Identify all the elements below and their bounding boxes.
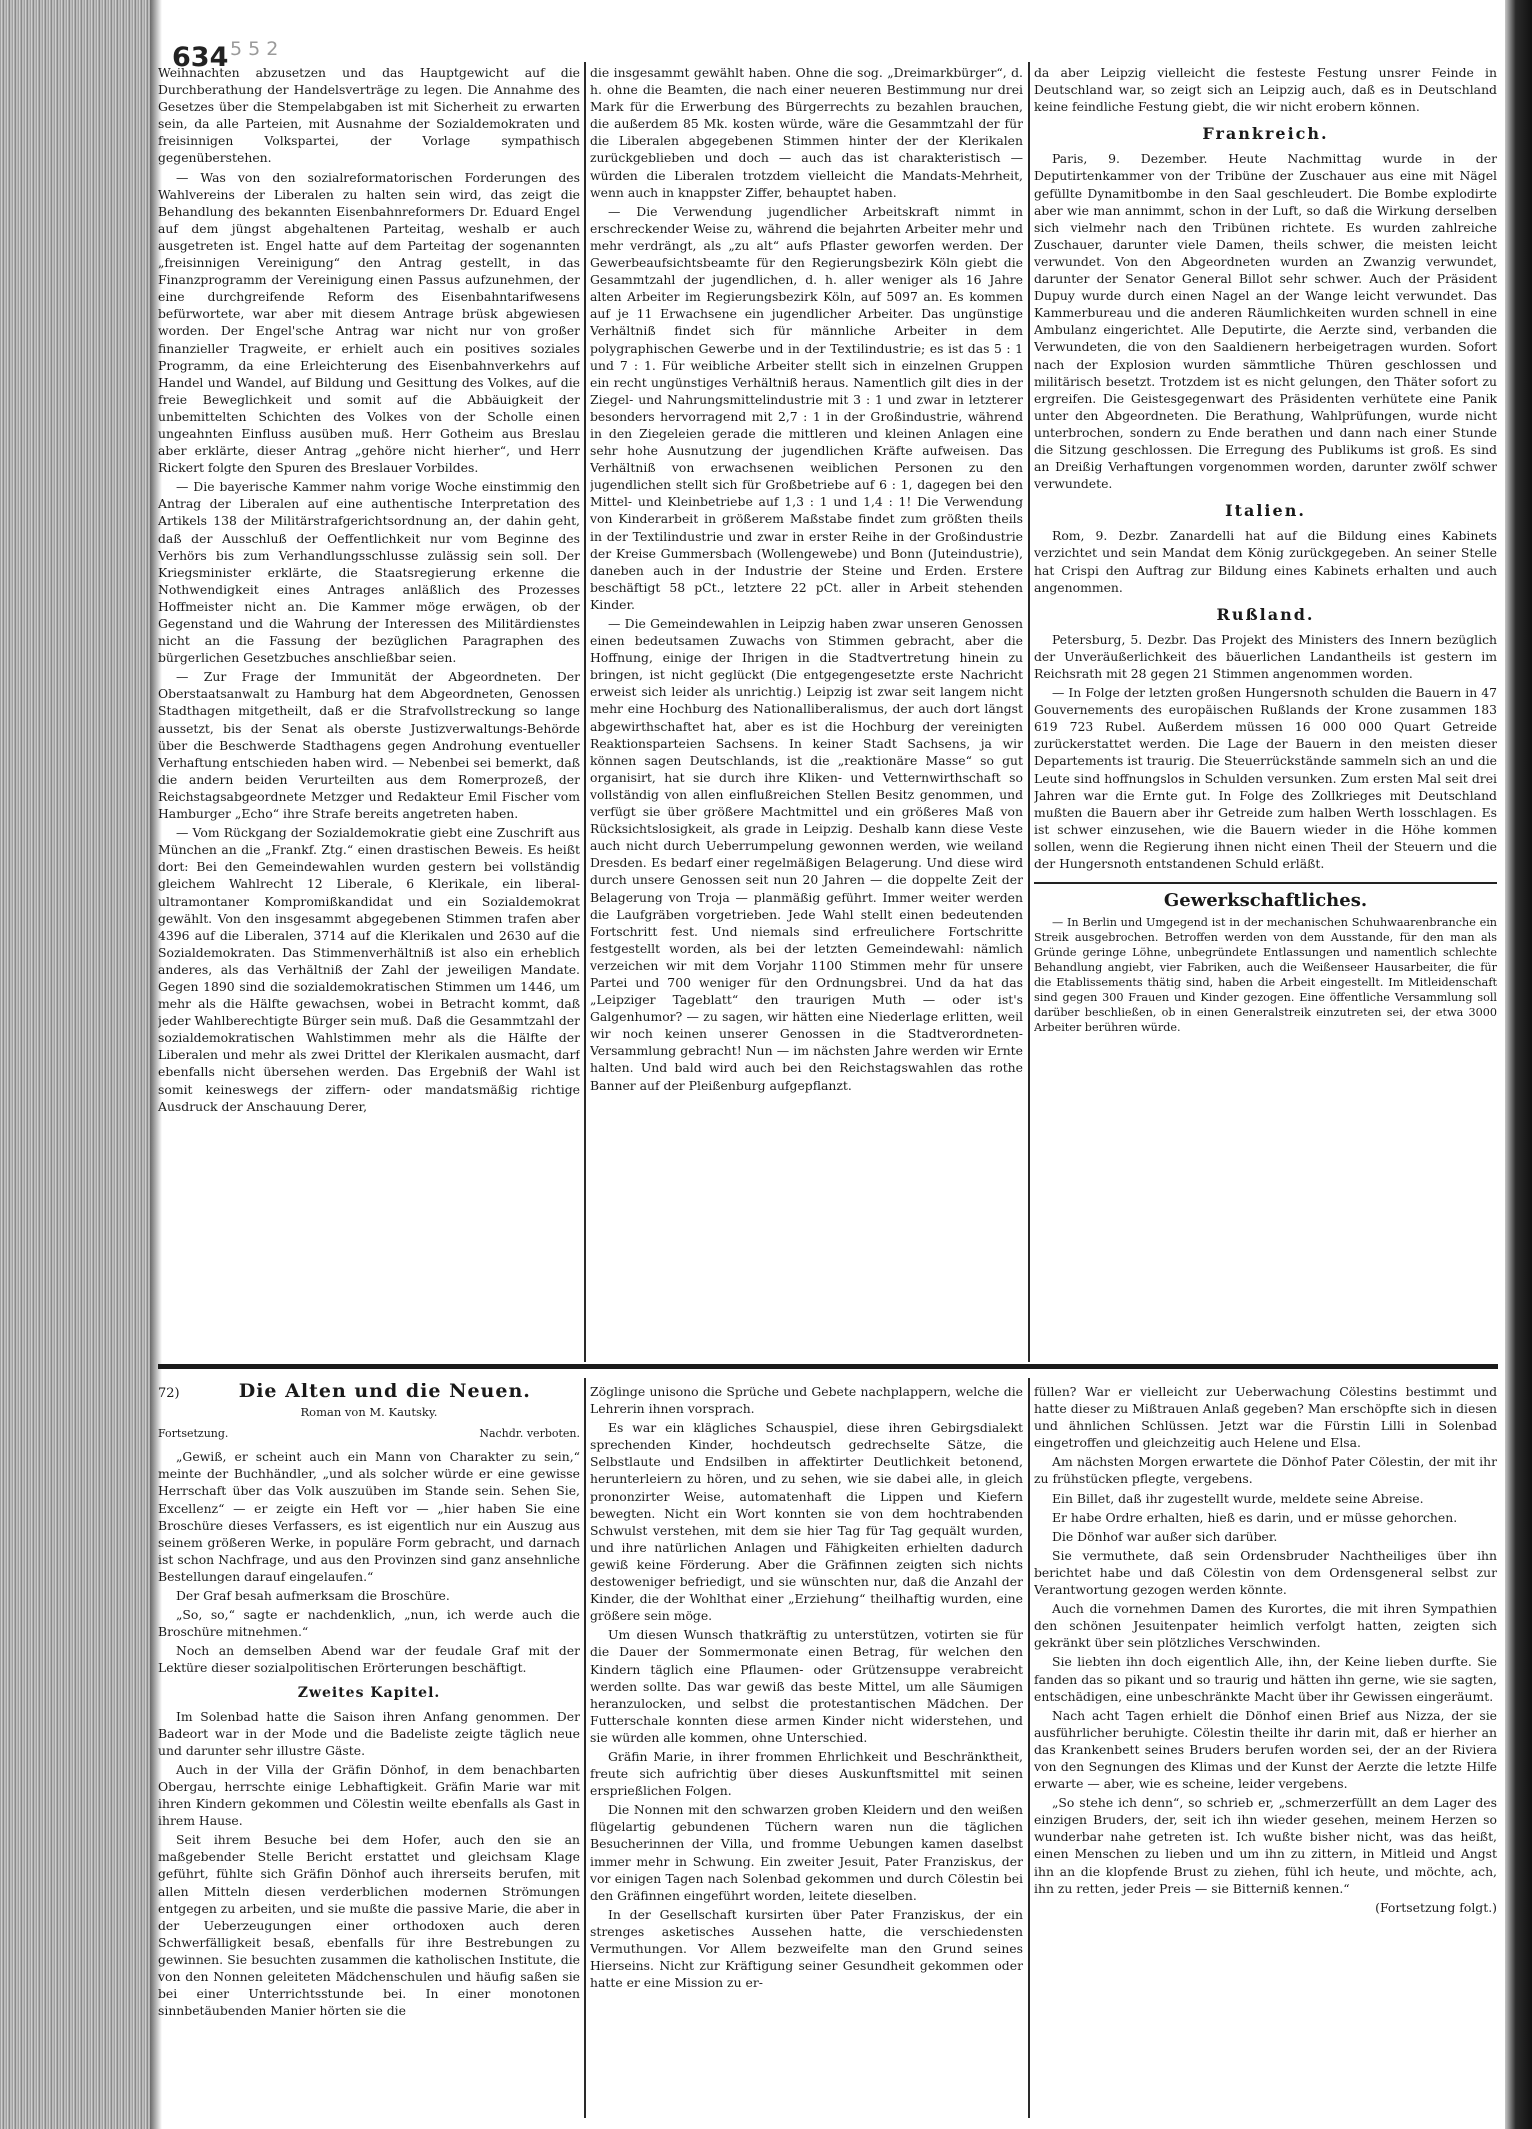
continuation-note: Fortsetzung. — [158, 1427, 229, 1441]
news-paragraph: — In Folge der letzten großen Hungersnoth schulden die Bauern in 47 Gouvernements des europäischen Rußlands der Krone zusammen 183 619 723 Rubel. Außerdem müssen 16 000 000 Quart Getreide zurückerstattet werden. Die Lage der Bauern in den meisten dieser Departements ist traurig. Die Steuerrückstände sammeln sich an und die Leute sind hoffnungslos in Schulden versunken. Zum ersten Mal seit drei Jahren war die Ernte gut. In Folge des Zollkrieges mit Deutschland mußten die Bauern aber ihr Getreide zum halben Werth losschlagen. Es ist schwer einzusehen, wie die Bauern wieder in die Höhe kommen sollen, wenn die Regierung ihnen nicht einen Theil der Steuern und die der Hungersnoth entstandenen Schuld erläßt. — [1034, 685, 1497, 872]
novel-paragraph: Im Solenbad hatte die Saison ihren Anfang genommen. Der Badeort war in der Mode und die Badeliste zeigte täglich neue und darunter sehr illustre Gäste. — [158, 1708, 580, 1758]
novel-paragraph: Am nächsten Morgen erwartete die Dönhof Pater Cölestin, der mit ihr zu frühstücken pflegte, vergebens. — [1034, 1454, 1497, 1487]
book-binding-edge — [0, 0, 150, 2129]
chapter-heading: Zweites Kapitel. — [297, 1684, 441, 1701]
section-heading-russia: Rußland. — [1216, 604, 1315, 624]
section-heading-trade-unions: Gewerkschaftliches. — [1034, 882, 1497, 909]
column-rule — [1028, 1378, 1030, 2118]
novel-paragraph: Nach acht Tagen erhielt die Dönhof einen Brief aus Nizza, der sie ausführlicher beruhigte. Cölestin theilte ihr darin mit, daß er hierher an das Krankenbett seines Bruders berufen worden sei, der an der Riviera von den Segnungen des Klimas und der Kunst der Aerzte die letzte Hilfe erwarte — aber, wie es scheine, leider vergebens. — [1034, 1707, 1497, 1792]
novel-paragraph: „So, so,“ sagte er nachdenklich, „nun, ich werde auch die Broschüre mitnehmen.“ — [158, 1607, 580, 1640]
page-number-stamp: 5 5 2 — [230, 38, 279, 60]
news-column-2 — [590, 64, 1023, 1356]
novel-author: Roman von M. Kautsky. — [300, 1405, 438, 1420]
novel-paragraph: Noch an demselben Abend war der feudale Graf mit der Lektüre dieser sozialpolitischen Erörterungen beschäftigt. — [158, 1643, 580, 1676]
novel-paragraph: „So stehe ich denn“, so schrieb er, „schmerzerfüllt an dem Lager des einzigen Bruders, der, seit ich ihn wieder gesehen, meinem Herzen so wunderbar nahe getreten ist. Ich wußte bisher nicht, was das heißt, einen Menschen zu lieben und um ihn zu zittern, in Mitleid und Angst ihn an die klopfende Brust zu ziehen, fühl ich heute, und möchte, ach, ihn zu retten, jeder Preis — sie Bitterniß kennen.“ — [1034, 1795, 1497, 1896]
novel-paragraph: Der Graf besah aufmerksam die Broschüre. — [176, 1588, 450, 1604]
novel-paragraph: „Gewiß, er scheint auch ein Mann von Charakter zu sein,“ meinte der Buchhändler, „und als solcher würde er eine gewisse Herrschaft über das Volk auszuüben im Stande sein. Sehen Sie, Excellenz“ — er zeigte ein Heft vor — „hier haben Sie eine Broschüre dieses Verfassers, es ist eigentlich nur ein Auszug aus seinem größeren Werke, in populäre Form gebracht, und darnach ist schon Nachfrage, und aus den Provinzen sind ganz ansehnliche Bestellungen darauf eingelaufen.“ — [158, 1449, 580, 1584]
section-heading-italy: Italien. — [1225, 501, 1306, 521]
novel-paragraph: Seit ihrem Besuche bei dem Hofer, auch den sie an maßgebender Stelle Bericht erstattet und gleichsam Klage geführt, fühlte sich Gräfin Dönhof auch ihrerseits berufen, mit allen Mitteln diesen verderblichen modernen Strömungen entgegen zu arbeiten, und sie mußte die passive Marie, die aber in der Ueberzeugungen einer orthodoxen auch deren Schwerfälligkeit besaß, ebenfalls für ihre Bestrebungen zu gewinnen. Sie besuchten zusammen die katholischen Institute, die von den Nonnen geleiteten Mädchenschulen und häufig saßen sie bei einer Unterrichtsstunde bei. In einer monotonen sinnbetäubenden Manier hörten sie die — [158, 1832, 580, 2019]
novel-paragraph: Sie liebten ihn doch eigentlich Alle, ihn, der Keine lieben durfte. Sie fanden das so pikant und so traurig und hätten ihn gerne, wie sie sagten, entschädigen, eine unbeschränkte Macht über ihr Gewissen eingeräumt. — [1034, 1654, 1497, 1704]
page-right-edge — [1505, 0, 1532, 2129]
feuilleton-divider — [158, 1364, 1498, 1369]
novel-paragraph: Auch die vornehmen Damen des Kurortes, die mit ihren Sympathien den schönen Jesuitenpater heimlich verfolgt hatten, zeigten sich gekränkt über sein plötzliches Verschwinden. — [1034, 1601, 1497, 1651]
feuilleton-column-2 — [590, 1383, 1023, 2118]
novel-paragraph: Sie vermuthete, daß sein Ordensbruder Nachtheiliges über ihn berichtet habe und daß Cölestin von dem Ordensgeneral selbst zur Verantwortung gezogen werden könnte. — [1034, 1547, 1497, 1598]
installment-number: 72) — [158, 1386, 180, 1401]
news-paragraph: Petersburg, 5. Dezbr. Das Projekt des Ministers des Innern bezüglich der Unveräußerlichkeit des bäuerlichen Landantheils ist gestern im Reichsrath mit 28 gegen 21 Stimmen angenommen worden. — [1034, 631, 1497, 681]
news-paragraph: — In Berlin und Umgegend ist in der mechanischen Schuhwaarenbranche ein Streik ausgebrochen. Betroffen werden von dem Ausstande, für den man als Gründe geringe Löhne, unbegründete Entlassungen und namentlich schlechte Behandlung angiebt, vier Fabriken, auch die Weißenseer Hausarbeiter, die für die Etablissements thätig sind, haben die Arbeit eingestellt. Im Mitleidenschaft sind gegen 300 Frauen und Kinder gezogen. Eine öffentliche Versammlung soll darüber beschließen, ob in einen Generalstreik einzutreten sei, der etwa 3000 Arbeiter berühren würde. — [1034, 916, 1497, 1035]
news-column-3 — [1034, 64, 1497, 1356]
column-rule — [584, 62, 586, 1362]
novel-title: Die Alten und die Neuen. — [238, 1383, 531, 1402]
news-paragraph: Weihnachten abzusetzen und das Hauptgewicht auf die Durchberathung der Handelsverträge zu legen. Die Annahme des Gesetzes über die Stempelabgaben ist mit Sicherheit zu erwarten sein, da alle Parteien, mit Ausnahme der Sozialdemokraten und freisinnigen Volkspartei, der Vorlage sympathisch gegenüberstehen. — [158, 65, 580, 166]
news-paragraph: da aber Leipzig vielleicht die festeste Festung unsrer Feinde in Deutschland war, so zeigt sich an Leipzig auch, daß es in Deutschland keine feindliche Festung giebt, die wir nicht erobern können. — [1034, 65, 1497, 115]
news-paragraph: Paris, 9. Dezember. Heute Nachmittag wurde in der Deputirtenkammer von der Tribüne der Zuschauer aus eine mit Nägel gefüllte Dynamitbombe in den Saal geschleudert. Die Bombe explodirte aber wie man annimmt, schon in der Luft, so daß die Wirkung derselben sich vielmehr nach den Tribünen richtete. Es wurden zahlreiche Zuschauer, darunter viele Damen, theils schwer, die meisten leicht verwundet. Von den Abgeordneten wurden an Zwanzig verwundet, darunter der Senator General Billot sehr schwer. Auch der Präsident Dupuy wurde durch einen Nagel an der Wange leicht verwundet. Das Kammerbureau und die anderen Räumlichkeiten wurden schnell in eine Ambulanz eingerichtet. Alle Deputirte, die Aerzte sind, verbanden die Verwundeten, die von den Saaldienern herbeigetragen wurden. Sofort nach der Explosion wurden sämmtliche Thüren geschlossen und militärisch besetzt. Trotzdem ist es nicht gelungen, den Thäter sofort zu ergreifen. Die Geistesgegenwart des Präsidenten verhütete eine Panik unter den Abgeordneten. Die Berathung, Wahlprüfungen, wurde nicht unterbrochen, sondern zu Ende berathen und dann nach einer Stunde die Sitzung geschlossen. Die Erregung des Publikums ist groß. Es sind an Dreißig Verhaftungen vorgenommen worden, darunter zwölf schwer verwundete. — [1034, 151, 1497, 492]
column-rule — [1028, 62, 1030, 1362]
feuilleton-column-3 — [1034, 1383, 1497, 2118]
novel-paragraph: Es war ein klägliches Schauspiel, diese ihren Gebirgsdialekt sprechenden Kinder, hochdeutsch gedrechselte Sätze, die Selbstlaute und Endsilben in affektirter Deutlichkeit betonend, herunterleiern zu hören, und zu sehen, wie sie dabei alle, in gleich prononzirter Weise, automatenhaft die Lippen und Kiefern bewegten. Nicht ein Wort konnten sie von dem hochtrabenden Schwulst verstehen, mit dem sie hier Tag für Tag gequält wurden, und ihre natürlichen Anlagen und Fähigkeiten erhielten dadurch gewiß keine Förderung. Aber die Gräfinnen zeigten sich nichts destoweniger befriedigt, und sie wünschten nur, daß die Anzahl der Kinder, die der Wohlthat einer „Erziehung“ theilhaftig wurden, eine größere sein möge. — [590, 1420, 1023, 1624]
news-paragraph: — Vom Rückgang der Sozialdemokratie giebt eine Zuschrift aus München an die „Frankf. Ztg.“ einen drastischen Beweis. Es heißt dort: Bei den Gemeindewahlen wurden gestern bei vollständig gleichem Wahlrecht 12 Liberale, 6 Klerikale, ein liberal-ultramontaner Kompromißkandidat und ein Sozialdemokrat gewählt. Von den insgesammt abgegebenen Stimmen trafen aber 4396 auf die Liberalen, 3714 auf die Klerikalen und 2630 auf die Sozialdemokraten. Das Stimmenverhältniß ist also ein erheblich anderes, als das Verhältniß der Zahl der jeweiligen Mandate. Gegen 1890 sind die sozialdemokratischen Stimmen um 1446, um mehr als die Hälfte gewachsen, wobei in Betracht kommt, daß jeder Wahlberechtigte Bürger sein muß. Daß die Gesammtzahl der sozialdemokratischen Wahlstimmen mehr als die Hälfte der Liberalen und mehr als zwei Drittel der Klerikalen ausmacht, darf ebenfalls nicht übersehen werden. Das Ergebniß der Wahl ist somit keineswegs der ziffern- oder mandatsmäßig richtige Ausdruck der Anschauung Derer, — [158, 825, 580, 1114]
feuilleton-header — [158, 1383, 580, 1402]
novel-paragraph: Ein Billet, daß ihr zugestellt wurde, meldete seine Abreise. — [1052, 1490, 1424, 1506]
news-paragraph: — Zur Frage der Immunität der Abgeordneten. Der Oberstaatsanwalt zu Hamburg hat dem Abgeordneten, Genossen Stadthagen mitgetheilt, daß er die Strafvollstreckung so lange aussetzt, bis der Senat als oberste Justizverwaltungs-Behörde über die Beschwerde Stadthagens gegen Androhung eventueller Verhaftung entschieden haben wird. — Nebenbei sei bemerkt, daß die andern beiden Verurteilten aus dem Romerprozeß, der Reichstagsabgeordnete Metzger und Redakteur Emil Fischer vom Hamburger „Echo“ ihre Strafe bereits angetreten haben. — [158, 669, 580, 822]
section-heading-france: Frankreich. — [1202, 124, 1329, 144]
news-paragraph: — Die bayerische Kammer nahm vorige Woche einstimmig den Antrag der Liberalen auf eine authentische Interpretation des Artikels 138 der Militärstrafgerichtsordnung an, der dahin geht, daß der Ausschluß der Oeffentlichkeit nur vom Beginne des Verhörs bis zum Verhandlungsschlusse zulässig sein soll. Der Kriegsminister erklärte, die Staatsregierung erkenne die Nothwendigkeit eines Antrages anläßlich des Prozesses Hoffmeister nicht an. Die Kammer möge erwägen, ob der Gegenstand und die Wahrung der Interessen des Militärdienstes nicht an die Fassung der bezüglichen Paragraphen des bürgerlichen Gesetzbuches anschließbar seien. — [158, 479, 580, 666]
news-paragraph: die insgesammt gewählt haben. Ohne die sog. „Dreimarkbürger“, d. h. ohne die Beamten, die nach einer neueren Bestimmung nur drei Mark für die Erwerbung des Bürgerrechts zu bezahlen brauchen, die außerdem 85 Mk. kosten würde, wäre die Gesammtzahl der für die Liberalen abgegebenen Stimmen hinter der der Klerikalen zurückgeblieben und doch — auch das ist charakteristisch — würden die Liberalen trotzdem vielleicht die Mandats-Mehrheit, wenn auch in knappster Ziffer, behauptet haben. — [590, 65, 1023, 200]
news-paragraph: Rom, 9. Dezbr. Zanardelli hat auf die Bildung eines Kabinets verzichtet und sein Mandat dem König zurückgegeben. An seiner Stelle hat Crispi den Auftrag zur Bildung eines Kabinets erhalten und auch angenommen. — [1034, 528, 1497, 595]
novel-paragraph: Auch in der Villa der Gräfin Dönhof, in dem benachbarten Obergau, herrschte einige Lebhaftigkeit. Gräfin Marie war mit ihren Kindern gekommen und Cölestin weilte ebenfalls als Gast in ihrem Hause. — [158, 1761, 580, 1829]
news-paragraph: — Die Gemeindewahlen in Leipzig haben zwar unseren Genossen einen bedeutsamen Zuwachs von Stimmen gebracht, aber die Hoffnung, einige der Ihrigen in die Stadtvertretung hinein zu bringen, ist nicht geglückt (Die entgegengesetzte erste Nachricht erweist sich leider als unrichtig.) Leipzig ist zwar seit langem nicht mehr eine Hochburg des Nationalliberalismus, der auch dort längst abgewirthschaftet hat, aber es ist die Hochburg der vereinigten Reaktionsparteien Sachsens. In keiner Stadt Sachsens, ja wir können sagen Deutschlands, ist die „reaktionäre Masse“ so gut organisirt, hat sie durch ihre Kliken- und Vetternwirthschaft so vollständig von allen einflußreichen Stellen Besitz genommen, und verfügt sie über größere Machtmittel und ein größeres Maß von Rücksichtslosigkeit, als grade in Leipzig. Deshalb kann diese Veste auch nicht durch Ueberrumpelung gewonnen werden, wie weiland Dresden. Es bedarf einer regelmäßigen Belagerung. Und diese wird durch unsere Genossen seit nun 20 Jahren — die doppelte Zeit der Belagerung von Troja — planmäßig geführt. Immer weiter werden die Laufgräben vorgetrieben. Jede Wahl stellt einen bedeutenden Fortschritt fest. Und niemals sind erfreulichere Fortschritte festgestellt worden, als bei der letzten Gemeindewahl: nämlich verzeichen wir mit dem Vorjahr 1100 Stimmen mehr für unsere Partei und 700 weniger für den Ordnungsbrei. Und da hat das „Leipziger Tageblatt“ den traurigen Muth — oder ist's Galgenhumor? — zu sagen, wir hätten eine Niederlage erlitten, weil wir noch keinen unserer Genossen in die Stadtverordneten-Versammlung gebracht! Nun — im nächsten Jahre werden wir Ernte halten. Und bald wird auch bei den Reichstagswahlen das rothe Banner auf der Pleißenburg aufgepflanzt. — [590, 616, 1023, 1093]
novel-paragraph: Die Dönhof war außer sich darüber. — [1052, 1528, 1278, 1544]
news-paragraph: — Was von den sozialreformatorischen Forderungen des Wahlvereins der Liberalen zu halten sein wird, das zeigt die Behandlung des bekannten Eisenbahnreformers Dr. Eduard Engel auf dem jüngst abgehaltenen Parteitag, weshalb er auch ausgetreten ist. Engel hatte auf dem Parteitag der sogenannten „freisinnigen Vereinigung“ den Antrag gestellt, in das Finanzprogramm der Vereinigung einen Passus aufzunehmen, der eine durchgreifende Reform des Eisenbahntarifwesens befürwortete, war aber mit diesem Antrage brüsk abgewiesen worden. Der Engel'sche Antrag war nicht nur von großer finanzieller Tragweite, er erhielt auch ein positives soziales Programm, da eine Erleichterung des Eisenbahnverkehrs auf Handel und Wandel, auf Bildung und Gesittung des Volkes, auf die freie Beweglichkeit und somit auf die Abbäuigkeit der unbemittelten Schichten des Volkes von der Scholle einen ungeahnten Einfluss ausüben muß. Herr Gotheim aus Breslau aber erklärte, dieser Antrag „gehöre nicht hierher“, und Herr Rickert folgte den Spuren des Breslauer Vorbildes. — [158, 169, 580, 476]
novel-paragraph: Um diesen Wunsch thatkräftig zu unterstützen, votirten sie für die Dauer der Sommermonate einen Betrag, für welchen den Kindern täglich eine Pflaumen- oder Grützensuppe verabreicht werden sollte. Das war gewiß das beste Mittel, um alle Säumigen heranzulocken, und selbst die protestantischen Mädchen. Der Futterschale konnten diese armen Kinder nicht widerstehen, und sie würden alle kommen, ohne Unterschied. — [590, 1627, 1023, 1745]
to-be-continued: (Fortsetzung folgt.) — [1375, 1899, 1497, 1915]
page-number: 634 — [172, 42, 229, 73]
feuilleton-column-1 — [158, 1383, 580, 2118]
reprint-notice: Nachdr. verboten. — [479, 1427, 580, 1441]
novel-paragraph: Zöglinge unisono die Sprüche und Gebete nachplappern, welche die Lehrerin ihnen vorsprach. — [590, 1384, 1023, 1417]
news-column-1 — [158, 64, 580, 1356]
novel-paragraph: Die Nonnen mit den schwarzen groben Kleidern und den weißen flügelartig gebundenen Tüchern waren nun die täglichen Besucherinnen der Villa, und fromme Uebungen kamen daselbst immer mehr in Schwung. Ein zweiter Jesuit, Pater Franziskus, der vor einigen Tagen nach Solenbad gekommen und durch Cölestin bei den Gräfinnen eingeführt worden, leitete dieselben. — [590, 1802, 1023, 1903]
novel-paragraph: Er habe Ordre erhalten, hieß es darin, und er müsse gehorchen. — [1052, 1509, 1458, 1525]
news-paragraph: — Die Verwendung jugendlicher Arbeitskraft nimmt in erschreckender Weise zu, während die bejahrten Arbeiter mehr und mehr verdrängt, als „zu alt“ aufs Pflaster geworfen werden. Der Gewerbeaufsichtsbeamte für den Regierungsbezirk Köln giebt die Gesammtzahl der jugendlichen, d. h. aller weniger als 16 Jahre alten Arbeiter im Regierungsbezirk Köln, auf 5097 an. Es kommen auf je 11 Erwachsene ein jugendlicher Arbeiter. Das ungünstige Verhältniß findet sich für männliche Arbeiter in dem polygraphischen Gewerbe und in der Textilindustrie; es ist das 5 : 1 und 7 : 1. Für weibliche Arbeiter stellt sich in einzelnen Gruppen ein recht ungünstiges Verhältniß heraus. Namentlich gilt dies in der Ziegel- und Nahrungsmittelindustrie mit 3 : 1 und zwar in letzterer besonders hervorragend mit 2,7 : 1 in der Großindustrie, während in den Ziegeleien gerade die mittleren und kleinen Anlagen eine sehr hohe Ausnutzung der jugendlichen Kräfte aufweisen. Das Verhältniß von erwachsenen weiblichen Personen zu den jugendlichen stellt sich für Großbetriebe auf 6 : 1, dagegen bei den Mittel- und Kleinbetriebe auf 1,3 : 1 und 1,4 : 1! Die Verwendung von Kinderarbeit in größerem Maßstabe findet zum größten theils in der Textilindustrie und zwar in erster Reihe in der Großindustrie der Kreise Gummersbach (Wollengewebe) und Bonn (Juteindustrie), daneben auch in der Industrie der Steine und Erden. Erstere beschäftigt 58 pCt., letztere 22 pCt. aller in Arbeit stehenden Kinder. — [590, 203, 1023, 612]
novel-paragraph: Gräfin Marie, in ihrer frommen Ehrlichkeit und Beschränktheit, freute sich aufrichtig über dieses Auskunftsmittel mit seinen ersprießlichen Folgen. — [590, 1748, 1023, 1799]
feuilleton-meta — [158, 1425, 580, 1442]
column-rule — [584, 1378, 586, 2118]
novel-paragraph: In der Gesellschaft kursirten über Pater Franziskus, der ein strenges asketisches Aussehen hatte, die verschiedensten Vermuthungen. Vor Allem bezweifelte man den Grund seines Hierseins. Nicht zur Kräftigung seiner Gesundheit gekommen oder hatte er eine Mission zu er- — [590, 1906, 1023, 1991]
novel-paragraph: füllen? War er vielleicht zur Ueberwachung Cölestins bestimmt und hatte dieser zu Mißtrauen Anlaß gegeben? Man erschöpfte sich in diesen und ähnlichen Schlüssen. Jetzt war die Fürstin Lilli in Solenbad eingetroffen und gleichzeitig auch Helene und Elsa. — [1034, 1384, 1497, 1451]
